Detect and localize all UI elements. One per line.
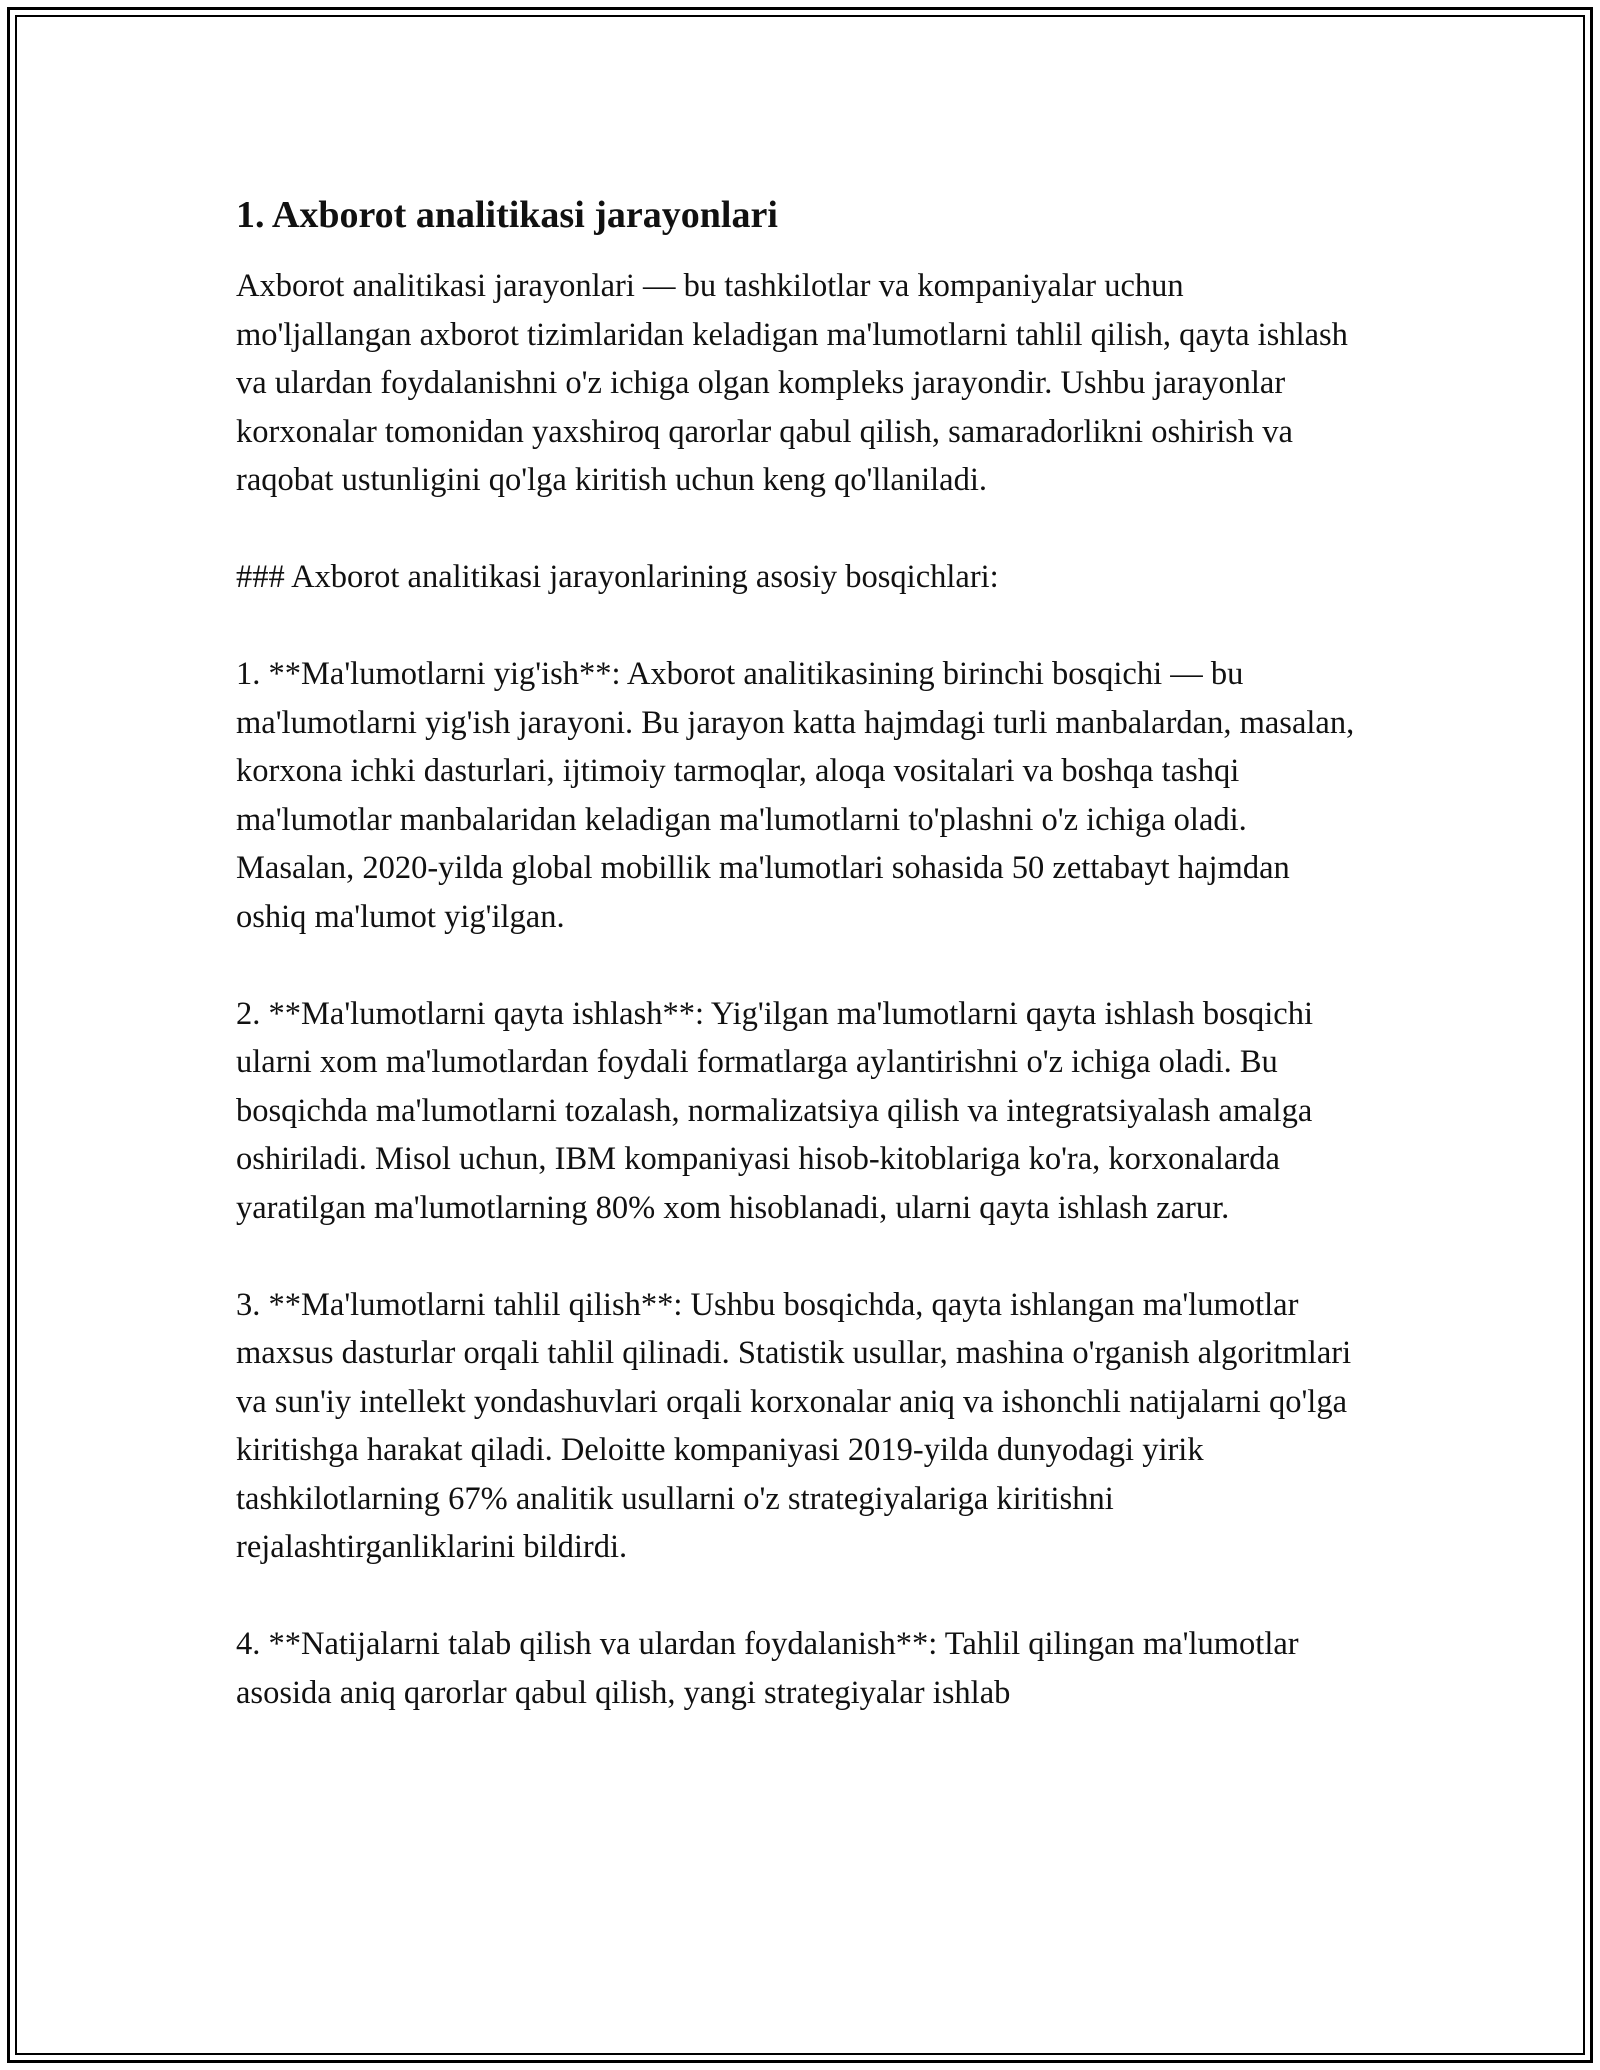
- step-2-paragraph: 2. **Ma'lumotlarni qayta ishlash**: Yig'ilgan ma'lumotlarni qayta ishlash bosqichi ularni xom ma'lumotlardan foydali formatlarga aylantirishni o'z ichiga oladi. Bu bosqichda ma'lumotlarni tozalash, normalizatsiya qilish va integratsiyalash amalga oshiriladi. Misol uchun, IBM kompaniyasi hisob-kitoblariga ko'ra, korxonalarda yaratilgan ma'lumotlarning 80% xom hisoblanadi, ularni qayta ishlash zarur.: [236, 995, 1313, 1226]
- step-1-paragraph: 1. **Ma'lumotlarni yig'ish**: Axborot analitikasining birinchi bosqichi — bu ma'lumotlarni yig'ish jarayoni. Bu jarayon katta hajmdagi turli manbalardan, masalan, korxona ichki dasturlari, ijtimoiy tarmoqlar, aloqa vositalari va boshqa tashqi ma'lumotlar manbalaridan keladigan ma'lumotlarni to'plashni o'z ichiga oladi. Masalan, 2020-yilda global mobillik ma'lumotlari sohasida 50 zettabayt hajmdan oshiq ma'lumot yig'ilgan.: [236, 656, 1355, 935]
- subheading-paragraph: ### Axborot analitikasi jarayonlarining asosiy bosqichlari:: [236, 559, 999, 595]
- step-4-paragraph: 4. **Natijalarni talab qilish va ulardan foydalanish**: Tahlil qilingan ma'lumotlar asosida aniq qarorlar qabul qilish, yangi strategiyalar ishlab: [236, 1626, 1299, 1711]
- intro-paragraph: Axborot analitikasi jarayonlari — bu tashkilotlar va kompaniyalar uchun mo'ljallangan axborot tizimlaridan keladigan ma'lumotlarni tahlil qilish, qayta ishlash va ulardan foydalanishni o'z ichiga olgan kompleks jarayondir. Ushbu jarayonlar korxonalar tomonidan yaxshiroq qarorlar qabul qilish, samaradorlikni oshirish va raqobat ustunligini qo'lga kiritish uchun keng qo'llaniladi.: [236, 268, 1348, 498]
- document-body: [236, 188, 1366, 1717]
- section-heading: 1. Axborot analitikasi jarayonlari: [236, 194, 778, 236]
- step-3-paragraph: 3. **Ma'lumotlarni tahlil qilish**: Ushbu bosqichda, qayta ishlangan ma'lumotlar maxsus dasturlar orqali tahlil qilinadi. Statistik usullar, mashina o'rganish algoritmlari va sun'iy intellekt yondashuvlari orqali korxonalar aniq va ishonchli natijalarni qo'lga kiritishga harakat qiladi. Deloitte kompaniyasi 2019-yilda dunyodagi yirik tashkilotlarning 67% analitik usullarni o'z strategiyalariga kiritishni rejalashtirganliklarini bildirdi.: [236, 1286, 1352, 1565]
